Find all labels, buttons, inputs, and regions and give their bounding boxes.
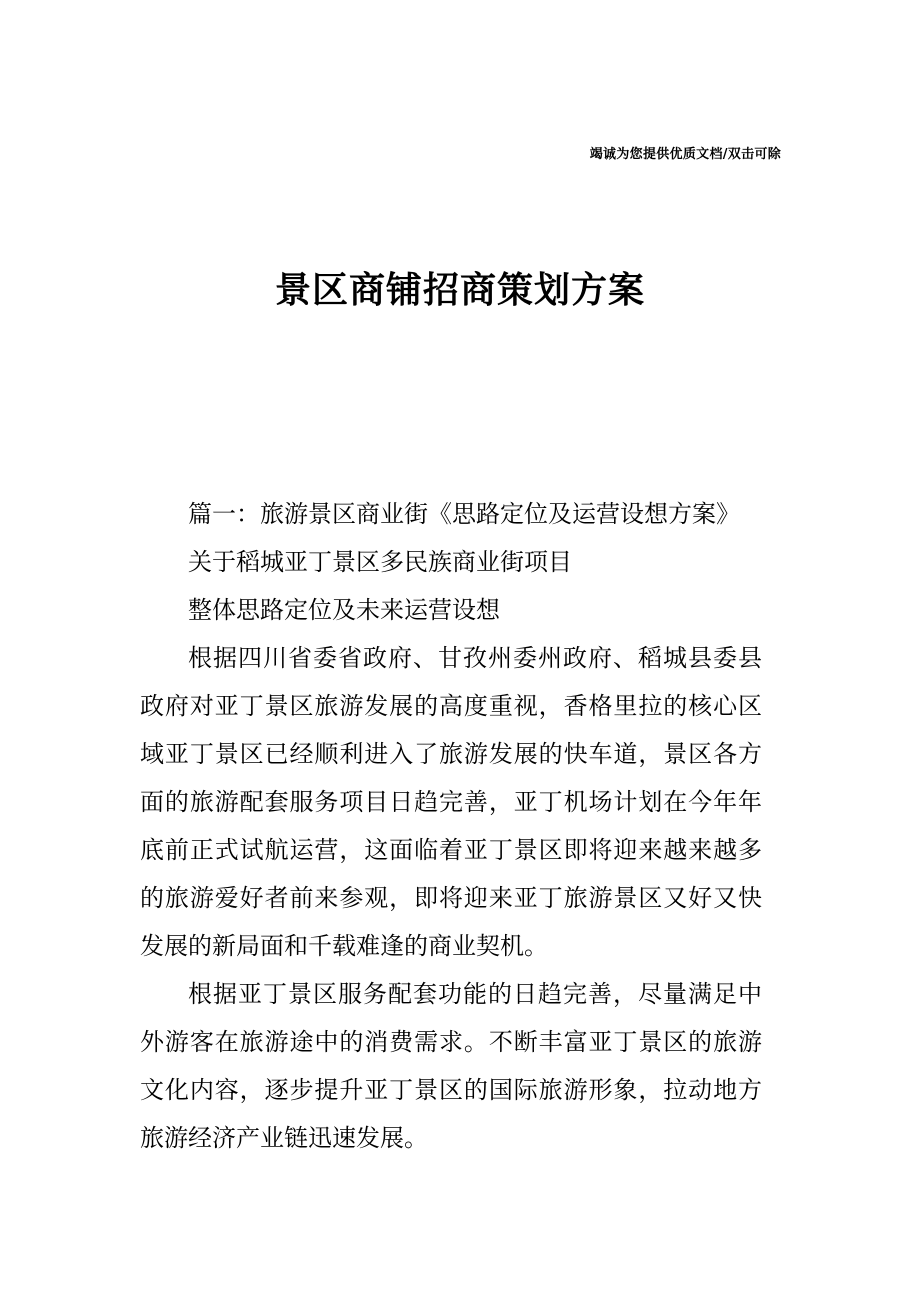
header-note: 竭诚为您提供优质文档/双击可除 — [589, 147, 781, 162]
document-body — [140, 490, 762, 1162]
body-paragraph: 根据四川省委省政府、甘孜州委州政府、稻城县委县政府对亚丁景区旅游发展的高度重视，香格里拉的核心区域亚丁景区已经顺利进入了旅游发展的快车道，景区各方面的旅游配套服务项目日趋完善，亚丁机场计划在今年年底前正式试航运营，这面临着亚丁景区即将迎来越来越多的旅游爱好者前来参观，即将迎来亚丁旅游景区又好又快发展的新局面和千载难逢的商业契机。 — [140, 644, 762, 960]
body-paragraph: 根据亚丁景区服务配套功能的日趋完善，尽量满足中外游客在旅游途中的消费需求。不断丰富亚丁景区的旅游文化内容，逐步提升亚丁景区的国际旅游形象，拉动地方旅游经济产业链迅速发展。 — [140, 980, 762, 1152]
project-line: 关于稻城亚丁景区多民族商业街项目 — [188, 548, 572, 576]
section-heading: 篇一：旅游景区商业街《思路定位及运营设想方案》 — [188, 500, 740, 528]
subtitle-line: 整体思路定位及未来运营设想 — [188, 596, 500, 624]
document-title: 景区商铺招商策划方案 — [274, 270, 645, 311]
